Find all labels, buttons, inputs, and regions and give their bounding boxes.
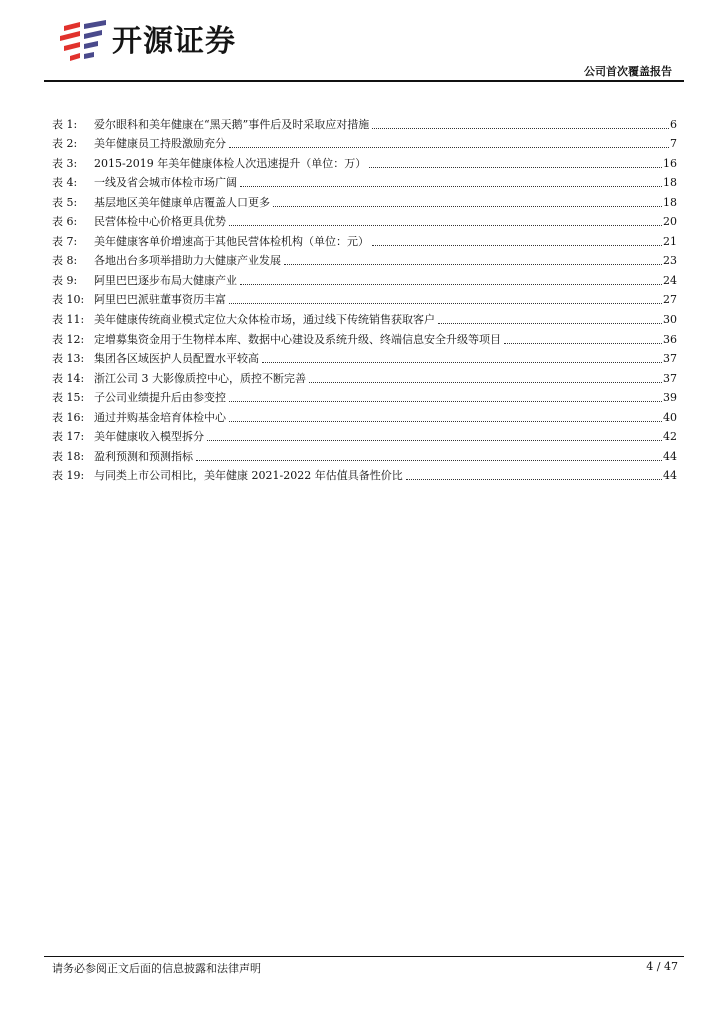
toc-entry-label: 表 15:	[52, 391, 85, 405]
page-header	[0, 0, 724, 82]
toc-entry-title: 定增募集资金用于生物样本库、数据中心建设及系统升级、终端信息安全升级等项目	[94, 332, 501, 346]
toc-dot-leader	[229, 401, 662, 402]
toc-entry-page: 20	[663, 215, 677, 229]
toc-dot-leader	[369, 167, 662, 168]
toc-entry-title: 爱尔眼科和美年健康在“黑天鹅”事件后及时采取应对措施	[94, 117, 370, 131]
toc-entry-title: 美年健康员工持股激励充分	[94, 137, 226, 151]
toc-dot-leader	[229, 421, 662, 422]
toc-entry[interactable]	[52, 425, 677, 445]
toc-entry-label: 表 14:	[52, 371, 85, 385]
toc-entry-title: 美年健康收入模型拆分	[94, 430, 204, 444]
toc-entry-page: 39	[663, 391, 677, 405]
toc-entry-label: 表 7:	[52, 234, 78, 248]
toc-entry-label: 表 10:	[52, 293, 85, 307]
toc-entry-page: 18	[663, 195, 677, 209]
toc-entry-title: 通过并购基金培育体检中心	[94, 410, 226, 424]
toc-entry[interactable]	[52, 249, 677, 269]
toc-entry-page: 27	[663, 293, 677, 307]
toc-dot-leader	[229, 225, 662, 226]
footer-divider	[44, 956, 684, 957]
toc-dot-leader	[284, 264, 662, 265]
toc-entry-label: 表 4:	[52, 176, 78, 190]
toc-entry[interactable]	[52, 444, 677, 464]
toc-entry[interactable]	[52, 327, 677, 347]
toc-entry-title: 集团各区域医护人员配置水平较高	[94, 352, 259, 366]
toc-entry-title: 盈利预测和预测指标	[94, 449, 193, 463]
toc-entry-label: 表 2:	[52, 137, 78, 151]
toc-entry-page: 44	[663, 449, 677, 463]
toc-dot-leader	[372, 245, 662, 246]
toc-dot-leader	[504, 343, 662, 344]
toc-entry[interactable]	[52, 171, 677, 191]
toc-entry-label: 表 1:	[52, 117, 78, 131]
toc-entry-label: 表 19:	[52, 469, 85, 483]
toc-entry-page: 6	[670, 117, 677, 131]
toc-entry-page: 37	[663, 352, 677, 366]
toc-entry-page: 7	[670, 137, 677, 151]
toc-entry[interactable]	[52, 288, 677, 308]
toc-entry-page: 30	[663, 313, 677, 327]
toc-entry[interactable]	[52, 190, 677, 210]
toc-dot-leader	[262, 362, 662, 363]
toc-entry-label: 表 3:	[52, 156, 78, 170]
toc-dot-leader	[229, 147, 669, 148]
toc-entry-title: 一线及省会城市体检市场广阔	[94, 176, 237, 190]
toc-entry-label: 表 18:	[52, 449, 85, 463]
footer-disclaimer: 请务必参阅正文后面的信息披露和法律声明	[52, 962, 261, 975]
toc-entry[interactable]	[52, 112, 677, 132]
toc-entry-title: 阿里巴巴派驻董事资历丰富	[94, 293, 226, 307]
toc-dot-leader	[309, 382, 662, 383]
report-type-label: 公司首次覆盖报告	[584, 65, 672, 78]
toc-entry-title: 与同类上市公司相比，美年健康 2021-2022 年估值具备性价比	[94, 469, 403, 483]
toc-entry-title: 美年健康客单价增速高于其他民营体检机构（单位：元）	[94, 234, 369, 248]
toc-entry[interactable]	[52, 151, 677, 171]
toc-entry[interactable]	[52, 132, 677, 152]
toc-entry-page: 36	[663, 332, 677, 346]
toc-entry[interactable]	[52, 229, 677, 249]
toc-entry[interactable]	[52, 366, 677, 386]
toc-dot-leader	[207, 440, 662, 441]
toc-entry-title: 子公司业绩提升后由参变控	[94, 391, 226, 405]
toc-dot-leader	[372, 128, 669, 129]
toc-entry-page: 42	[663, 430, 677, 444]
toc-entry-title: 阿里巴巴逐步布局大健康产业	[94, 273, 237, 287]
toc-entry[interactable]	[52, 347, 677, 367]
toc-dot-leader	[229, 303, 662, 304]
toc-entry-title: 美年健康传统商业模式定位大众体检市场，通过线下传统销售获取客户	[94, 313, 435, 327]
toc-entry-title: 基层地区美年健康单店覆盖人口更多	[94, 195, 270, 209]
toc-dot-leader	[196, 460, 662, 461]
toc-dot-leader	[240, 284, 662, 285]
toc-entry[interactable]	[52, 307, 677, 327]
toc-entry-page: 40	[663, 410, 677, 424]
toc-entry-title: 浙江公司 3 大影像质控中心，质控不断完善	[94, 371, 306, 385]
toc-dot-leader	[438, 323, 662, 324]
toc-dot-leader	[240, 186, 662, 187]
toc-entry[interactable]	[52, 210, 677, 230]
toc-entry-label: 表 8:	[52, 254, 78, 268]
toc-entry-label: 表 6:	[52, 215, 78, 229]
toc-entry[interactable]	[52, 268, 677, 288]
toc-entry-page: 37	[663, 371, 677, 385]
page-number: 4 / 47	[646, 960, 678, 973]
toc-entry-page: 23	[663, 254, 677, 268]
toc-entry-label: 表 11:	[52, 313, 85, 327]
toc-entry-label: 表 12:	[52, 332, 85, 346]
toc-entry-label: 表 5:	[52, 195, 78, 209]
toc-entry-title: 2015-2019 年美年健康体检人次迅速提升（单位：万）	[94, 156, 367, 170]
toc-entry-page: 16	[663, 156, 677, 170]
header-divider	[44, 80, 684, 82]
brand-logo-icon	[58, 20, 110, 68]
toc-entry[interactable]	[52, 464, 677, 484]
toc-entry-page: 18	[663, 176, 677, 190]
toc-entry-label: 表 9:	[52, 273, 78, 287]
toc-entry[interactable]	[52, 386, 677, 406]
toc-entry-label: 表 16:	[52, 410, 85, 424]
toc-entry-page: 44	[663, 469, 677, 483]
toc-entry[interactable]	[52, 405, 677, 425]
toc-entry-title: 各地出台多项举措助力大健康产业发展	[94, 254, 281, 268]
toc-entry-title: 民营体检中心价格更具优势	[94, 215, 226, 229]
table-of-tables	[52, 112, 677, 483]
toc-dot-leader	[273, 206, 662, 207]
toc-entry-label: 表 17:	[52, 430, 85, 444]
toc-entry-label: 表 13:	[52, 352, 85, 366]
brand-name: 开源证券	[112, 24, 236, 59]
toc-entry-page: 24	[663, 273, 677, 287]
toc-dot-leader	[406, 479, 662, 480]
toc-entry-page: 21	[663, 234, 677, 248]
